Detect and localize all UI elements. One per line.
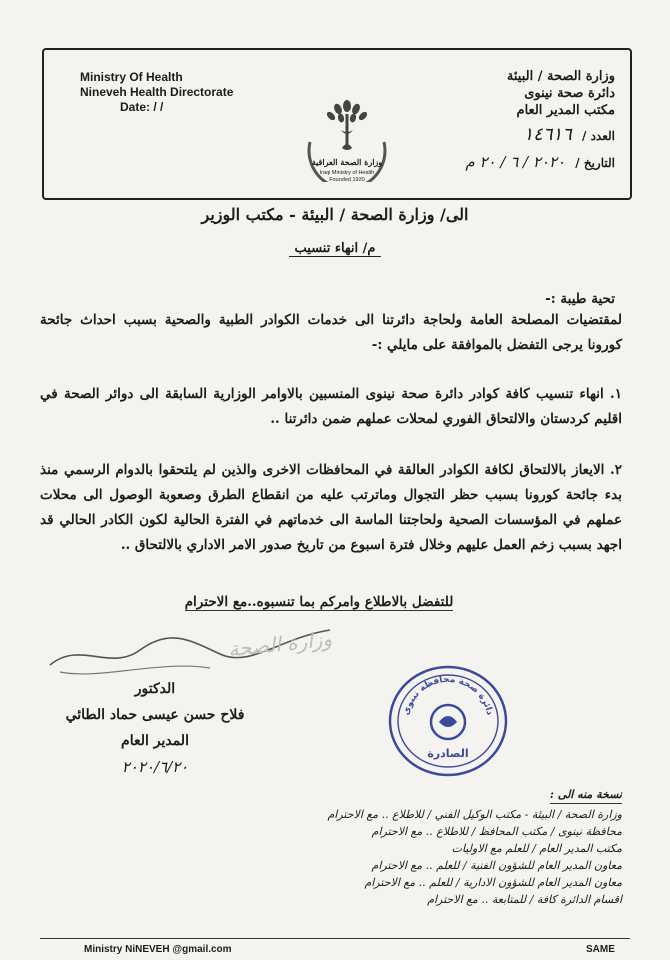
date-value: ٢٠٢٠ / ٦ / ٢٠ م [465,153,566,171]
signer-title: الدكتور [134,681,176,697]
footer-code: SAME [586,944,615,955]
signer-name: فلاح حسن عيسى حماد الطائي [65,707,245,723]
number-label: العدد / [582,129,615,143]
signer-position: المدير العام [121,733,189,749]
copy-line: وزارة الصحة / البيئة - مكتب الوكيل الفني / للاطلاع .. مع الاحترام [327,808,622,821]
addressee: الى/ وزارة الصحة / البيئة - مكتب الوزير [201,205,469,224]
number-value: ١٤٦١٦ [523,124,572,145]
logo-arabic-name: وزارة الصحة العراقية [311,157,383,167]
logo-founded: Founded 1920 [329,177,365,183]
stamp-top-text: دائرة صحة محافظة نينوى [401,674,495,717]
closing-text: للتفضل بالاطلاع وامركم بما تنسبوه..مع الاحترام [184,594,454,610]
subject-line [0,241,670,256]
copies-heading: نسخة منه الى : [550,786,622,804]
copies-list [202,786,622,908]
ministry-en: Ministry Of Health [80,70,183,84]
logo-english-name: Iraqi Ministry of Health [319,170,375,176]
subject-text: م/ انهاء تنسيب [289,241,382,257]
copy-line: محافظة نينوى / مكتب المحافظ / للاطلاع .. مع الاحترام [371,825,622,838]
footer-divider [40,938,630,939]
stamp-bottom-text: الصادرة [427,747,469,760]
item-1-paragraph: ١. انهاء تنسيب كافة كوادر دائرة صحة نينوى المنسبين بالاوامر الوزارية السابقة الى دوائر الصحة في اقليم كردستان والالتحاق الفوري لمحلات عملهم ضمن دائرتنا .. [40,386,622,427]
reference-date [465,153,615,171]
directorate-ar: دائرة صحة نينوى [524,86,615,101]
header-english [80,70,233,115]
copy-line: اقسام الدائرة كافة / للمتابعة .. مع الاحترام [427,893,622,906]
copy-line: معاون المدير العام للشؤون الفنية / للعلم .. مع الاحترام [371,859,622,872]
signature-block [30,676,280,780]
date-en: Date: / / [120,100,164,114]
reference-number [523,124,615,145]
copy-line: معاون المدير العام للشؤون الادارية / للعلم .. مع الاحترام [364,876,622,889]
ministry-logo-icon [292,90,402,182]
item-2-paragraph: ٢. الايعاز بالالتحاق لكافة الكوادر العالقة في المحافظات الاخرى والذين لم يلتحقوا بالدوام الرسمي منذ بدء جائحة كورونا بسبب حظر التجوال وماترتب عليه من انقطاع الطرق وصعوبة الوصول الى محلات عملهم في المؤسسات الصحية ولحاجتنا الماسة الى خدماتهم في الفترة الحالية لكون الكادر الحالي قد اجهد بسبب زخم العمل عليهم وخلال فترة اسبوع من تاريخ صدور الامر الاداري بالالتحاق .. [40,462,622,553]
greeting: تحية طيبة :- [545,291,615,307]
official-stamp-icon [386,662,510,780]
header-arabic [507,68,615,119]
date-label: التاريخ / [575,156,615,170]
office-ar: مكتب المدير العام [516,103,615,118]
footer-email: Ministry NiNEVEH @gmail.com [84,944,232,955]
ministry-watermark: وزارة الصحة [227,626,333,662]
signature-date: ٢٠٢٠/٦/٢٠ [121,758,189,776]
copy-line: مكتب المدير العام / للعلم مع الاوليات [451,842,622,855]
svg-text:دائرة صحة محافظة نينوى [402,675,495,717]
directorate-en: Nineveh Health Directorate [80,85,234,99]
intro-paragraph: لمقتضيات المصلحة العامة ولحاجة دائرتنا الى خدمات الكوادر الطبية والصحية بسبب احداث جائحة كورونا يرجى التفضل بالموافقة على مايلي :- [40,312,622,353]
ministry-ar: وزارة الصحة / البيئة [506,69,615,84]
